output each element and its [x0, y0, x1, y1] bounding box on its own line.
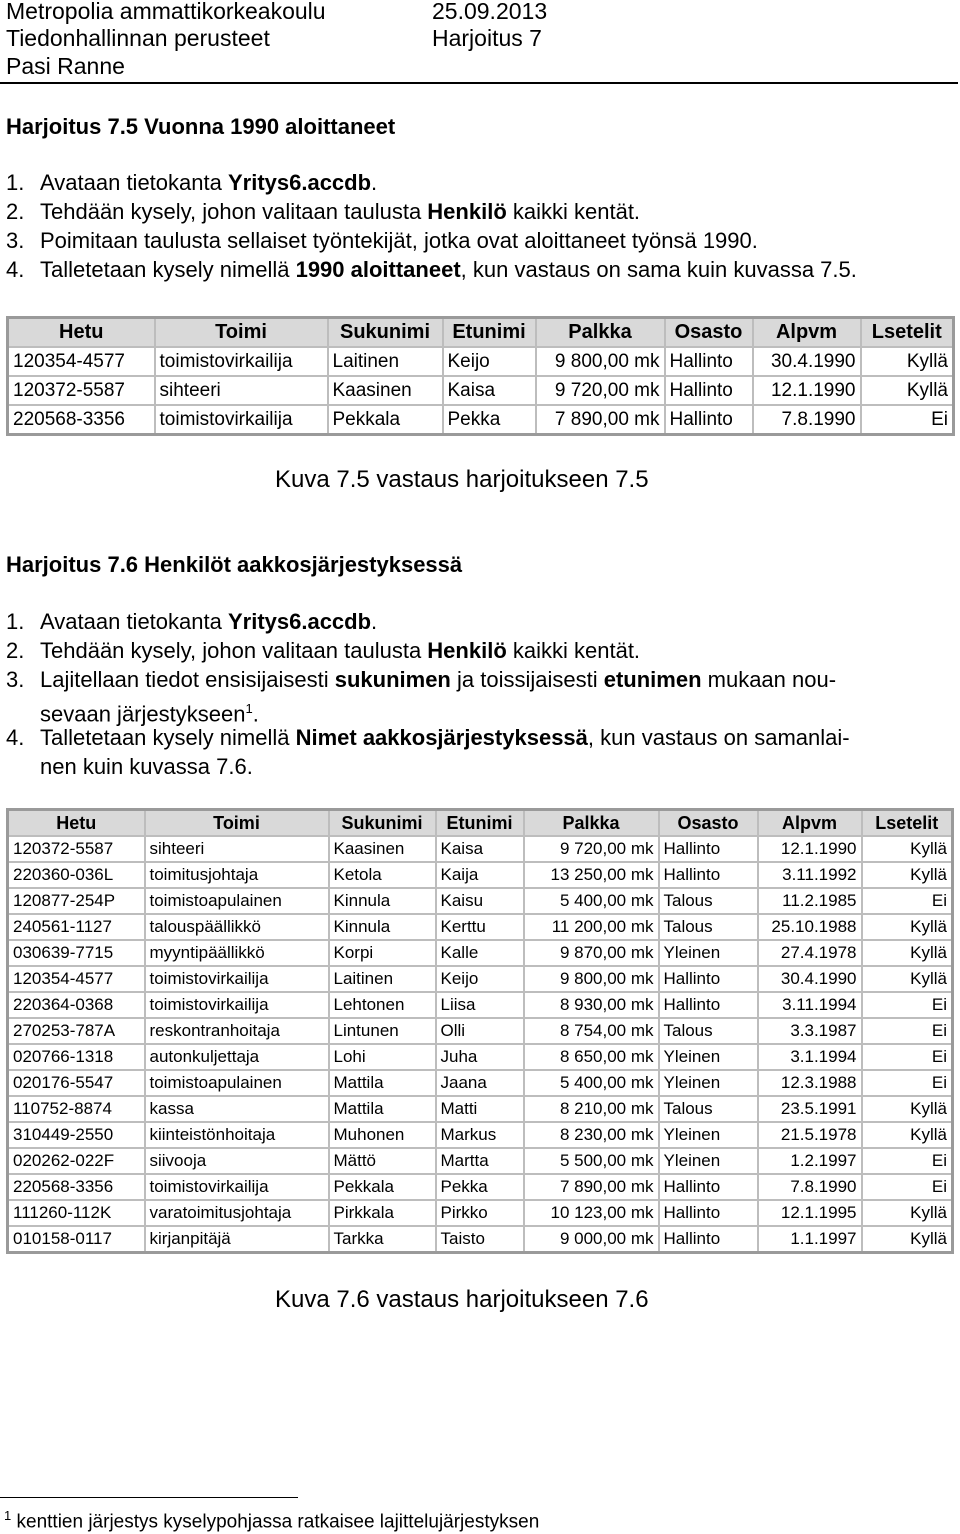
- cell-sukunimi: Pekkala: [328, 405, 443, 435]
- step-text: Poimitaan taulusta sellaiset työntekijät, jotka ovat aloittaneet työnsä 1990.: [40, 228, 758, 253]
- column-header-osasto: Osasto: [665, 318, 753, 348]
- cell-hetu: 111260-112K: [8, 1200, 145, 1226]
- cell-etunimi: Olli: [436, 1018, 524, 1044]
- cell-alpvm: 30.4.1990: [753, 347, 861, 376]
- step-bold: etunimen: [603, 667, 702, 692]
- cell-lsetelit: Kyllä: [861, 347, 954, 376]
- cell-palkka: 7 890,00 mk: [536, 405, 665, 435]
- cell-toimi: talouspäällikkö: [145, 914, 329, 940]
- cell-osasto: Hallinto: [659, 862, 758, 888]
- cell-palkka: 9 800,00 mk: [524, 966, 659, 992]
- cell-etunimi: Keijo: [443, 347, 536, 376]
- cell-hetu: 120372-5587: [8, 836, 145, 862]
- cell-etunimi: Martta: [436, 1148, 524, 1174]
- table-row: [8, 1226, 953, 1253]
- cell-etunimi: Pekka: [436, 1174, 524, 1200]
- cell-sukunimi: Mattila: [329, 1070, 436, 1096]
- ex75-step-4: [6, 255, 857, 284]
- step-bold: Henkilö: [427, 199, 507, 224]
- header-exercise: Harjoitus 7: [432, 25, 542, 51]
- step-text: Avataan tietokanta: [40, 170, 228, 195]
- cell-palkka: 9 800,00 mk: [536, 347, 665, 376]
- cell-osasto: Hallinto: [665, 347, 753, 376]
- step-number: 1.: [6, 609, 25, 634]
- cell-toimi: toimistoapulainen: [145, 1070, 329, 1096]
- step-bold: Nimet aakkosjärjestyksessä: [295, 725, 588, 750]
- cell-sukunimi: Kaasinen: [329, 836, 436, 862]
- cell-sukunimi: Muhonen: [329, 1122, 436, 1148]
- table-header-row: [8, 810, 953, 837]
- cell-lsetelit: Kyllä: [861, 376, 954, 405]
- cell-lsetelit: Ei: [861, 405, 954, 435]
- cell-etunimi: Markus: [436, 1122, 524, 1148]
- cell-alpvm: 21.5.1978: [758, 1122, 862, 1148]
- result-table-7-5: [6, 316, 955, 436]
- cell-lsetelit: Ei: [862, 1148, 953, 1174]
- cell-alpvm: 23.5.1991: [758, 1096, 862, 1122]
- cell-sukunimi: Tarkka: [329, 1226, 436, 1253]
- step-text: Tehdään kysely, johon valitaan taulusta: [40, 638, 428, 663]
- cell-alpvm: 12.1.1990: [753, 376, 861, 405]
- cell-lsetelit: Kyllä: [862, 862, 953, 888]
- cell-lsetelit: Kyllä: [862, 1226, 953, 1253]
- cell-hetu: 110752-8874: [8, 1096, 145, 1122]
- cell-palkka: 8 210,00 mk: [524, 1096, 659, 1122]
- column-header-etunimi: Etunimi: [436, 810, 524, 837]
- step-text: Tehdään kysely, johon valitaan taulusta: [40, 199, 428, 224]
- ex76-step-4-cont: [40, 752, 253, 781]
- cell-palkka: 13 250,00 mk: [524, 862, 659, 888]
- table-row: [8, 1174, 953, 1200]
- cell-alpvm: 11.2.1985: [758, 888, 862, 914]
- column-header-toimi: Toimi: [145, 810, 329, 837]
- step-text: Talletetaan kysely nimellä: [40, 257, 296, 282]
- cell-palkka: 7 890,00 mk: [524, 1174, 659, 1200]
- table-row: [8, 992, 953, 1018]
- cell-toimi: toimitusjohtaja: [145, 862, 329, 888]
- cell-hetu: 020766-1318: [8, 1044, 145, 1070]
- step-text: mukaan nou-: [701, 667, 837, 692]
- column-header-hetu: Hetu: [8, 810, 145, 837]
- cell-alpvm: 3.11.1994: [758, 992, 862, 1018]
- ex76-step-4: [6, 723, 850, 752]
- ex75-step-1: [6, 168, 377, 197]
- table-row: [8, 1018, 953, 1044]
- cell-toimi: kassa: [145, 1096, 329, 1122]
- column-header-lsetelit: Lsetelit: [861, 318, 954, 348]
- table-row: [8, 888, 953, 914]
- table-row: [8, 1096, 953, 1122]
- cell-palkka: 8 230,00 mk: [524, 1122, 659, 1148]
- cell-etunimi: Jaana: [436, 1070, 524, 1096]
- cell-osasto: Talous: [659, 888, 758, 914]
- cell-palkka: 11 200,00 mk: [524, 914, 659, 940]
- step-number: 3.: [6, 228, 25, 253]
- cell-sukunimi: Kaasinen: [328, 376, 443, 405]
- table-row: [8, 914, 953, 940]
- table-row: [8, 1200, 953, 1226]
- cell-alpvm: 3.1.1994: [758, 1044, 862, 1070]
- step-text: Avataan tietokanta: [40, 609, 228, 634]
- cell-lsetelit: Kyllä: [862, 1200, 953, 1226]
- cell-lsetelit: Kyllä: [862, 1122, 953, 1148]
- footnote-mark: 1: [4, 1508, 12, 1523]
- cell-alpvm: 12.3.1988: [758, 1070, 862, 1096]
- cell-osasto: Hallinto: [665, 405, 753, 435]
- table-row: [8, 1148, 953, 1174]
- cell-osasto: Hallinto: [659, 966, 758, 992]
- cell-etunimi: Liisa: [436, 992, 524, 1018]
- cell-sukunimi: Kinnula: [329, 888, 436, 914]
- cell-toimi: myyntipäällikkö: [145, 940, 329, 966]
- cell-etunimi: Pirkko: [436, 1200, 524, 1226]
- cell-osasto: Talous: [659, 914, 758, 940]
- cell-etunimi: Juha: [436, 1044, 524, 1070]
- ex75-step-3: [6, 226, 758, 255]
- cell-hetu: 020262-022F: [8, 1148, 145, 1174]
- table-row: [8, 966, 953, 992]
- cell-toimi: reskontranhoitaja: [145, 1018, 329, 1044]
- header-school: Metropolia ammattikorkeakoulu: [6, 0, 326, 24]
- cell-hetu: 120354-4577: [8, 347, 155, 376]
- cell-toimi: toimistovirkailija: [145, 992, 329, 1018]
- cell-etunimi: Kerttu: [436, 914, 524, 940]
- cell-hetu: 120877-254P: [8, 888, 145, 914]
- cell-sukunimi: Laitinen: [328, 347, 443, 376]
- table-row: [8, 1044, 953, 1070]
- ex75-step-2: [6, 197, 640, 226]
- footnote-ref: 1: [245, 701, 253, 716]
- table-row: [8, 862, 953, 888]
- ex76-step-2: [6, 636, 640, 665]
- cell-toimi: sihteeri: [155, 376, 328, 405]
- step-text: ja toissijaisesti: [450, 667, 604, 692]
- step-number: 3.: [6, 667, 25, 692]
- step-bold: Yritys6.accdb: [227, 609, 372, 634]
- cell-palkka: 8 650,00 mk: [524, 1044, 659, 1070]
- cell-palkka: 9 720,00 mk: [524, 836, 659, 862]
- table-header-row: [8, 318, 954, 348]
- column-header-sukunimi: Sukunimi: [328, 318, 443, 348]
- cell-etunimi: Pekka: [443, 405, 536, 435]
- cell-toimi: toimistoapulainen: [145, 888, 329, 914]
- table-row: [8, 347, 954, 376]
- cell-toimi: toimistovirkailija: [155, 347, 328, 376]
- cell-palkka: 9 720,00 mk: [536, 376, 665, 405]
- cell-hetu: 030639-7715: [8, 940, 145, 966]
- footnote-text: kenttien järjestys kyselypohjassa ratkaisee lajittelujärjestyksen: [11, 1511, 540, 1533]
- cell-sukunimi: Laitinen: [329, 966, 436, 992]
- step-bold: Yritys6.accdb: [227, 170, 372, 195]
- ex76-step-3: [6, 665, 836, 694]
- table-row: [8, 405, 954, 435]
- cell-hetu: 220568-3356: [8, 405, 155, 435]
- cell-hetu: 020176-5547: [8, 1070, 145, 1096]
- cell-sukunimi: Mattila: [329, 1096, 436, 1122]
- step-text: kaikki kentät.: [506, 638, 641, 663]
- cell-toimi: kiinteistönhoitaja: [145, 1122, 329, 1148]
- cell-toimi: kirjanpitäjä: [145, 1226, 329, 1253]
- column-header-alpvm: Alpvm: [753, 318, 861, 348]
- step-text: .: [252, 701, 259, 727]
- cell-sukunimi: Lohi: [329, 1044, 436, 1070]
- cell-osasto: Hallinto: [659, 1226, 758, 1253]
- cell-toimi: autonkuljettaja: [145, 1044, 329, 1070]
- cell-lsetelit: Ei: [862, 1070, 953, 1096]
- header-author: Pasi Ranne: [6, 53, 125, 79]
- cell-osasto: Yleinen: [659, 1148, 758, 1174]
- cell-etunimi: Kaisa: [443, 376, 536, 405]
- column-header-sukunimi: Sukunimi: [329, 810, 436, 837]
- cell-sukunimi: Mättö: [329, 1148, 436, 1174]
- cell-lsetelit: Kyllä: [862, 940, 953, 966]
- cell-alpvm: 12.1.1995: [758, 1200, 862, 1226]
- cell-alpvm: 25.10.1988: [758, 914, 862, 940]
- cell-osasto: Talous: [659, 1096, 758, 1122]
- cell-toimi: toimistovirkailija: [155, 405, 328, 435]
- cell-toimi: toimistovirkailija: [145, 966, 329, 992]
- step-bold: sukunimen: [334, 667, 451, 692]
- cell-osasto: Hallinto: [659, 992, 758, 1018]
- cell-lsetelit: Ei: [862, 1174, 953, 1200]
- table-row: [8, 836, 953, 862]
- step-text: nen kuin kuvassa 7.6.: [40, 754, 253, 779]
- cell-osasto: Yleinen: [659, 1044, 758, 1070]
- cell-lsetelit: Ei: [862, 1018, 953, 1044]
- cell-hetu: 220360-036L: [8, 862, 145, 888]
- ex76-heading: Harjoitus 7.6 Henkilöt aakkosjärjestyksessä: [6, 552, 463, 577]
- cell-alpvm: 27.4.1978: [758, 940, 862, 966]
- column-header-palkka: Palkka: [524, 810, 659, 837]
- cell-hetu: 120354-4577: [8, 966, 145, 992]
- cell-toimi: toimistovirkailija: [145, 1174, 329, 1200]
- cell-etunimi: Taisto: [436, 1226, 524, 1253]
- step-number: 4.: [6, 725, 25, 750]
- cell-palkka: 8 754,00 mk: [524, 1018, 659, 1044]
- cell-palkka: 9 000,00 mk: [524, 1226, 659, 1253]
- step-text: , kun vastaus on samanlai-: [587, 725, 850, 750]
- cell-palkka: 10 123,00 mk: [524, 1200, 659, 1226]
- column-header-osasto: Osasto: [659, 810, 758, 837]
- cell-osasto: Talous: [659, 1018, 758, 1044]
- cell-sukunimi: Ketola: [329, 862, 436, 888]
- cell-sukunimi: Lintunen: [329, 1018, 436, 1044]
- cell-osasto: Yleinen: [659, 1070, 758, 1096]
- cell-osasto: Hallinto: [659, 1200, 758, 1226]
- cell-etunimi: Kaisu: [436, 888, 524, 914]
- step-text: .: [371, 609, 378, 634]
- cell-hetu: 220364-0368: [8, 992, 145, 1018]
- cell-hetu: 270253-787A: [8, 1018, 145, 1044]
- cell-toimi: siivooja: [145, 1148, 329, 1174]
- cell-toimi: varatoimitusjohtaja: [145, 1200, 329, 1226]
- cell-sukunimi: Pekkala: [329, 1174, 436, 1200]
- cell-lsetelit: Ei: [862, 1044, 953, 1070]
- cell-palkka: 5 400,00 mk: [524, 888, 659, 914]
- cell-palkka: 5 400,00 mk: [524, 1070, 659, 1096]
- column-header-etunimi: Etunimi: [443, 318, 536, 348]
- cell-etunimi: Matti: [436, 1096, 524, 1122]
- step-text: Talletetaan kysely nimellä: [40, 725, 296, 750]
- step-text: .: [371, 170, 378, 195]
- cell-lsetelit: Kyllä: [862, 1096, 953, 1122]
- cell-sukunimi: Kinnula: [329, 914, 436, 940]
- column-header-hetu: Hetu: [8, 318, 155, 348]
- step-text: sevaan järjestykseen: [40, 701, 246, 727]
- figure-caption-7-6: Kuva 7.6 vastaus harjoitukseen 7.6: [275, 1286, 649, 1313]
- cell-lsetelit: Kyllä: [862, 836, 953, 862]
- cell-hetu: 310449-2550: [8, 1122, 145, 1148]
- footnote: [4, 1508, 539, 1533]
- cell-hetu: 220568-3356: [8, 1174, 145, 1200]
- cell-etunimi: Kalle: [436, 940, 524, 966]
- footnote-rule: [0, 1497, 298, 1498]
- cell-alpvm: 7.8.1990: [758, 1174, 862, 1200]
- step-text: Lajitellaan tiedot ensisijaisesti: [40, 667, 335, 692]
- step-number: 2.: [6, 199, 25, 224]
- cell-osasto: Hallinto: [659, 1174, 758, 1200]
- header-date: 25.09.2013: [432, 0, 548, 24]
- cell-osasto: Yleinen: [659, 1122, 758, 1148]
- cell-lsetelit: Ei: [862, 992, 953, 1018]
- column-header-alpvm: Alpvm: [758, 810, 862, 837]
- table-row: [8, 1070, 953, 1096]
- cell-etunimi: Keijo: [436, 966, 524, 992]
- cell-osasto: Hallinto: [665, 376, 753, 405]
- result-table-7-6: [6, 808, 954, 1254]
- cell-sukunimi: Korpi: [329, 940, 436, 966]
- cell-alpvm: 7.8.1990: [753, 405, 861, 435]
- cell-palkka: 5 500,00 mk: [524, 1148, 659, 1174]
- step-number: 1.: [6, 170, 25, 195]
- cell-hetu: 010158-0117: [8, 1226, 145, 1253]
- ex76-step-1: [6, 607, 377, 636]
- table-row: [8, 376, 954, 405]
- column-header-palkka: Palkka: [536, 318, 665, 348]
- cell-osasto: Hallinto: [659, 836, 758, 862]
- cell-alpvm: 30.4.1990: [758, 966, 862, 992]
- cell-sukunimi: Pirkkala: [329, 1200, 436, 1226]
- cell-etunimi: Kaisa: [436, 836, 524, 862]
- column-header-toimi: Toimi: [155, 318, 328, 348]
- table-row: [8, 1122, 953, 1148]
- cell-sukunimi: Lehtonen: [329, 992, 436, 1018]
- cell-palkka: 9 870,00 mk: [524, 940, 659, 966]
- header-course: Tiedonhallinnan perusteet: [6, 25, 270, 51]
- figure-caption-7-5: Kuva 7.5 vastaus harjoitukseen 7.5: [275, 466, 649, 493]
- cell-alpvm: 12.1.1990: [758, 836, 862, 862]
- cell-hetu: 120372-5587: [8, 376, 155, 405]
- step-bold: Henkilö: [427, 638, 507, 663]
- header-rule: [0, 82, 958, 84]
- column-header-lsetelit: Lsetelit: [862, 810, 953, 837]
- cell-lsetelit: Kyllä: [862, 914, 953, 940]
- ex75-heading: Harjoitus 7.5 Vuonna 1990 aloittaneet: [6, 114, 396, 139]
- cell-lsetelit: Ei: [862, 888, 953, 914]
- cell-alpvm: 3.3.1987: [758, 1018, 862, 1044]
- step-bold: 1990 aloittaneet: [295, 257, 461, 282]
- step-number: 4.: [6, 257, 25, 282]
- step-text: , kun vastaus on sama kuin kuvassa 7.5.: [460, 257, 857, 282]
- table-row: [8, 940, 953, 966]
- step-text: kaikki kentät.: [506, 199, 641, 224]
- cell-hetu: 240561-1127: [8, 914, 145, 940]
- cell-alpvm: 1.2.1997: [758, 1148, 862, 1174]
- step-number: 2.: [6, 638, 25, 663]
- cell-toimi: sihteeri: [145, 836, 329, 862]
- cell-osasto: Yleinen: [659, 940, 758, 966]
- cell-alpvm: 1.1.1997: [758, 1226, 862, 1253]
- cell-etunimi: Kaija: [436, 862, 524, 888]
- cell-lsetelit: Kyllä: [862, 966, 953, 992]
- cell-alpvm: 3.11.1992: [758, 862, 862, 888]
- cell-palkka: 8 930,00 mk: [524, 992, 659, 1018]
